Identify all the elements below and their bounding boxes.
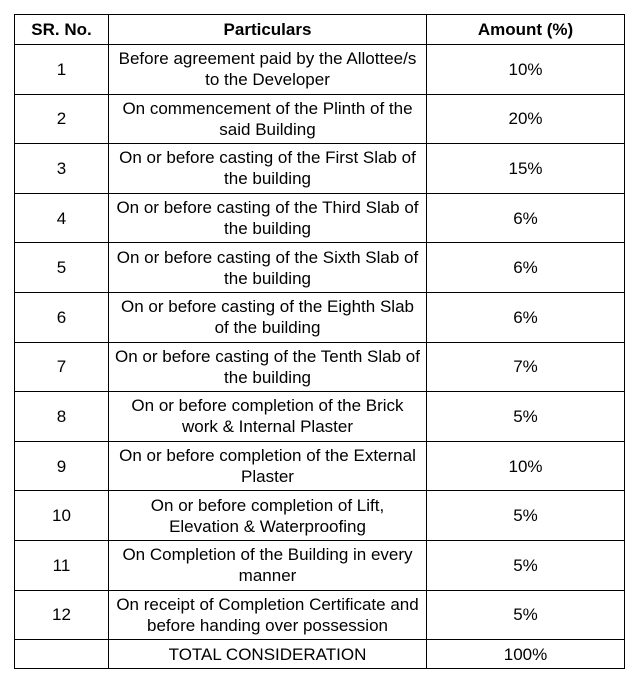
cell-particulars: On or before completion of the External Plaster	[109, 441, 427, 491]
table-row	[15, 94, 625, 144]
cell-amount: 6%	[427, 193, 625, 243]
cell-sr-no: 6	[15, 292, 109, 342]
table-row	[15, 45, 625, 95]
table-body	[15, 45, 625, 669]
cell-sr-no: 10	[15, 491, 109, 541]
cell-sr-no: 2	[15, 94, 109, 144]
cell-particulars: On or before completion of the Brick work & Internal Plaster	[109, 392, 427, 442]
cell-amount: 5%	[427, 590, 625, 640]
total-amount: 100%	[427, 640, 625, 669]
cell-amount: 5%	[427, 491, 625, 541]
cell-particulars: Before agreement paid by the Allottee/s to the Developer	[109, 45, 427, 95]
cell-sr-no: 5	[15, 243, 109, 293]
total-sr-cell	[15, 640, 109, 669]
table-row	[15, 342, 625, 392]
table-row	[15, 491, 625, 541]
total-row	[15, 640, 625, 669]
cell-amount: 15%	[427, 144, 625, 194]
cell-particulars: On or before casting of the Sixth Slab of the building	[109, 243, 427, 293]
table-header	[15, 15, 625, 45]
cell-amount: 5%	[427, 392, 625, 442]
header-sr-no: SR. No.	[15, 15, 109, 45]
header-particulars: Particulars	[109, 15, 427, 45]
cell-amount: 10%	[427, 45, 625, 95]
cell-particulars: On Completion of the Building in every manner	[109, 540, 427, 590]
cell-amount: 5%	[427, 540, 625, 590]
header-amount: Amount (%)	[427, 15, 625, 45]
cell-particulars: On or before casting of the Eighth Slab of the building	[109, 292, 427, 342]
cell-amount: 6%	[427, 243, 625, 293]
cell-amount: 7%	[427, 342, 625, 392]
cell-amount: 6%	[427, 292, 625, 342]
cell-sr-no: 11	[15, 540, 109, 590]
payment-schedule-table	[14, 14, 625, 669]
cell-sr-no: 12	[15, 590, 109, 640]
cell-particulars: On or before casting of the First Slab of the building	[109, 144, 427, 194]
table-row	[15, 590, 625, 640]
cell-amount: 10%	[427, 441, 625, 491]
cell-sr-no: 9	[15, 441, 109, 491]
table-row	[15, 193, 625, 243]
table-row	[15, 144, 625, 194]
cell-particulars: On or before casting of the Third Slab of the building	[109, 193, 427, 243]
cell-particulars: On or before casting of the Tenth Slab of the building	[109, 342, 427, 392]
cell-particulars: On commencement of the Plinth of the said Building	[109, 94, 427, 144]
cell-sr-no: 1	[15, 45, 109, 95]
table-row	[15, 540, 625, 590]
total-label: TOTAL CONSIDERATION	[109, 640, 427, 669]
table-row	[15, 292, 625, 342]
header-row	[15, 15, 625, 45]
cell-sr-no: 4	[15, 193, 109, 243]
table-row	[15, 243, 625, 293]
table-row	[15, 441, 625, 491]
cell-sr-no: 7	[15, 342, 109, 392]
cell-amount: 20%	[427, 94, 625, 144]
cell-sr-no: 3	[15, 144, 109, 194]
table-row	[15, 392, 625, 442]
cell-sr-no: 8	[15, 392, 109, 442]
cell-particulars: On or before completion of Lift, Elevation & Waterproofing	[109, 491, 427, 541]
cell-particulars: On receipt of Completion Certificate and before handing over possession	[109, 590, 427, 640]
